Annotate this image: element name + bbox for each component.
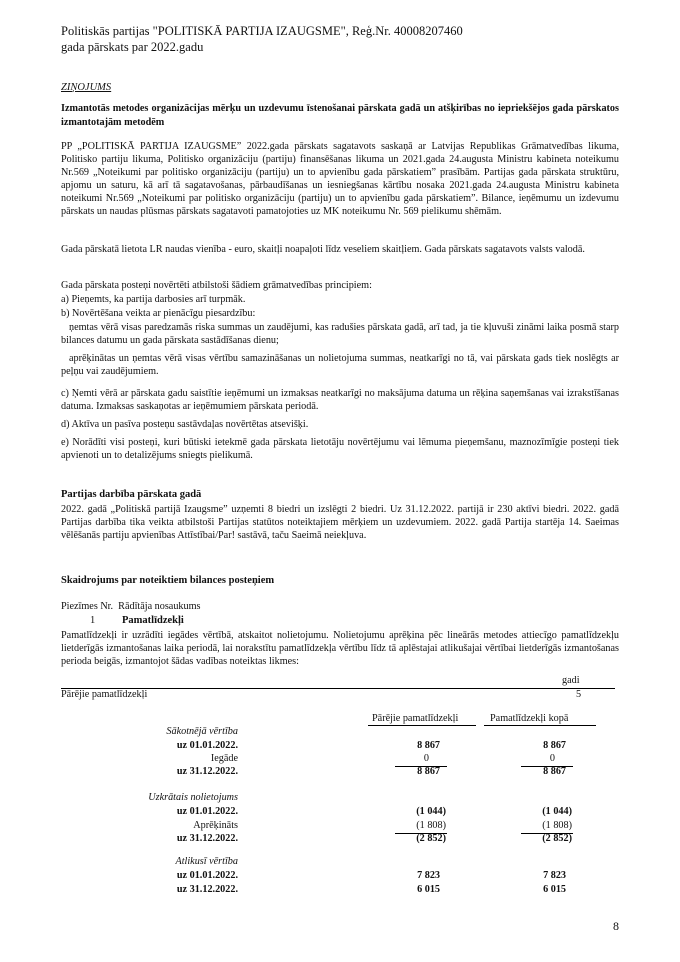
- row-value-other: (2 852): [416, 833, 446, 844]
- balance-heading: Skaidrojums par noteiktiem bilances posteņiem: [61, 575, 275, 586]
- row-label: uz 01.01.2022.: [176, 806, 238, 817]
- row-value-total: 8 867: [543, 766, 566, 777]
- row-value-other: 6 015: [417, 884, 440, 895]
- row-value-total: 7 823: [543, 870, 566, 881]
- table-col-other-assets: Pārējie pamatlīdzekļi: [372, 713, 459, 724]
- row-value-total: 8 867: [543, 740, 566, 751]
- section-title-residual-value: Atlikusī vērtība: [175, 856, 238, 867]
- notes-col-label: Piezīmes Nr.: [61, 601, 114, 612]
- note-number: 1: [90, 615, 96, 626]
- notes-column-header: [61, 601, 201, 612]
- principle-b-1: ņemtas vērā visas paredzamās riska summas un zaudējumi, kas radušies pārskata gadā, arī tad, ja tie kļuvuši zināmi laika posmā starp bilances datumu un gada pārskata sastādīšanas dienu;: [61, 322, 619, 346]
- principle-b-2: aprēķinātas un ņemtas vērā visas vērtību samazināšanas un nolietojuma summas, neatkarīgi no tā, vai pārskata gads tiek noslēgts ar peļņu vai zaudējumiem.: [61, 353, 619, 377]
- methods-paragraph-3: Gada pārskata posteņi novērtēti atbilstoši šādiem grāmatvedības principiem:: [61, 280, 372, 291]
- row-value-total: 0: [549, 753, 555, 764]
- row-label: uz 01.01.2022.: [176, 740, 238, 751]
- section-title-accumulated-depreciation: Uzkrātais nolietojums: [148, 792, 238, 803]
- row-value-total: (1 808): [542, 820, 572, 831]
- methods-paragraph-1: PP „POLITISKĀ PARTIJA IZAUGSME” 2022.gada pārskats sagatavots saskaņā ar Latvijas Republikas Grāmatvedības likuma, Politisko partiju likuma, Politisko organizāciju (partiju) finansēšanas likuma un 2021.gada 24.augusta Ministru kabineta noteikumu Nr.569 „Noteikumi par politisko organizāciju (partiju) un to apvienību gada pārskatiem” prasībām. Partijas gada pārskata struktūru, apjomu un saturu, kā arī tā sagatavošanas, pārbaudīšanas un iesniegšanas kārtību nosaka 2021.gada 24.augusta Ministru kabineta noteikumi Nr.569 „Noteikumi par politisko organizāciju (partiju) un to apvienību gada pārskatiem”. Bilance, ieņēmumu un izdevumu pārskats un naudas plūsmas pārskats sagatavoti pamatojoties uz MK noteikumu Nr. 569 pielikumu shēmām.: [61, 141, 619, 217]
- table-col2-rule: [484, 725, 596, 726]
- row-label: uz 31.12.2022.: [176, 833, 238, 844]
- row-value-other: 8 867: [417, 740, 440, 751]
- table-col1-rule: [368, 725, 476, 726]
- note-title: Pamatlīdzekļi: [122, 615, 184, 626]
- principle-b: b) Novērtēšana veikta ar pienācīgu piesardzību:: [61, 308, 256, 319]
- row-label: uz 31.12.2022.: [176, 766, 238, 777]
- row-label: uz 31.12.2022.: [176, 884, 238, 895]
- row-value-other: 8 867: [417, 766, 440, 777]
- page-number: 8: [613, 919, 619, 933]
- row-label: Aprēķināts: [193, 820, 238, 831]
- rates-value: 5: [576, 689, 582, 700]
- activity-text: 2022. gadā „Politiskā partijā Izaugsme” uzņemti 8 biedri un izslēgti 2 biedri. Uz 31.12.2022. partijā ir 230 aktīvi biedri. 2022. gadā Partijas darbība tika veikta atbilstoši Partijas statūtos noteiktajiem mērķiem un uzdevumiem. 2022. gadā Partija startēja 14. Saeimas vēlēšanās partiju apvienības Attīstībai/Par! sastāvā, taču Saeimā neiekļuva.: [61, 504, 619, 541]
- header-line-2: gada pārskats par 2022.gadu: [61, 40, 204, 54]
- row-label: uz 01.01.2022.: [176, 870, 238, 881]
- section-title-initial-value: Sākotnējā vērtība: [166, 726, 238, 737]
- row-value-other: 7 823: [417, 870, 440, 881]
- principle-a: a) Pieņemts, ka partija darbosies arī turpmāk.: [61, 294, 246, 305]
- row-value-other: (1 044): [416, 806, 446, 817]
- row-value-other: 0: [423, 753, 429, 764]
- methods-heading: Izmantotās metodes organizācijas mērķu un uzdevumu īstenošanai pārskata gadā un atšķirības no iepriekšējos gada pārskatos izmantotajām metodēm: [61, 103, 619, 128]
- name-col-label: Rādītāja nosaukums: [118, 601, 201, 612]
- row-value-total: (2 852): [542, 833, 572, 844]
- report-title: ZIŅOJUMS: [61, 82, 112, 93]
- rates-unit: gadi: [562, 675, 580, 686]
- row-value-other: (1 808): [416, 820, 446, 831]
- principle-c: c) Ņemti vērā ar pārskata gadu saistītie ieņēmumi un izmaksas neatkarīgi no maksājuma datuma un rēķina saņemšanas vai izrakstīšanas datuma. Izmaksas saskaņotas ar ieņēmumiem pārskata periodā.: [61, 388, 619, 412]
- header-line-1: Politiskās partijas "POLITISKĀ PARTIJA IZAUGSME", Reģ.Nr. 40008207460: [61, 24, 463, 38]
- principle-e: e) Norādīti visi posteņi, kuri būtiski ietekmē gada pārskata lietotāju novērtējumu vai lēmuma pieņemšanu, maznozīmīgie posteņi tiek apvienoti un to detalizējums sniegts pielikumā.: [61, 437, 619, 461]
- row-label: Iegāde: [210, 753, 238, 764]
- row-value-total: (1 044): [542, 806, 572, 817]
- row-value-total: 6 015: [543, 884, 566, 895]
- balance-text: Pamatlīdzekļi ir uzrādīti iegādes vērtībā, atskaitot nolietojumu. Nolietojumu aprēķina pēc lineārās metodes attiecīgo pamatlīdzekļu lietderīgās izmantošanas laika periodā, lai norakstītu pamatlīdzekļa vērtību līdz tā aplēstajai atlikušajai vērtībai lietderīgās izmantošanas perioda beigās, izmantojot šādas vadības noteiktas likmes:: [61, 630, 619, 667]
- principle-d: d) Aktīva un pasīva posteņu sastāvdaļas novērtētas atsevišķi.: [61, 419, 309, 430]
- rates-label: Pārējie pamatlīdzekļi: [61, 689, 148, 700]
- table-col-total-assets: Pamatlīdzekļi kopā: [490, 713, 569, 724]
- methods-paragraph-2: Gada pārskatā lietota LR naudas vienība - euro, skaitļi noapaļoti līdz veseliem skaitļiem. Gada pārskats sagatavots valsts valodā.: [61, 244, 585, 255]
- activity-heading: Partijas darbība pārskata gadā: [61, 489, 202, 500]
